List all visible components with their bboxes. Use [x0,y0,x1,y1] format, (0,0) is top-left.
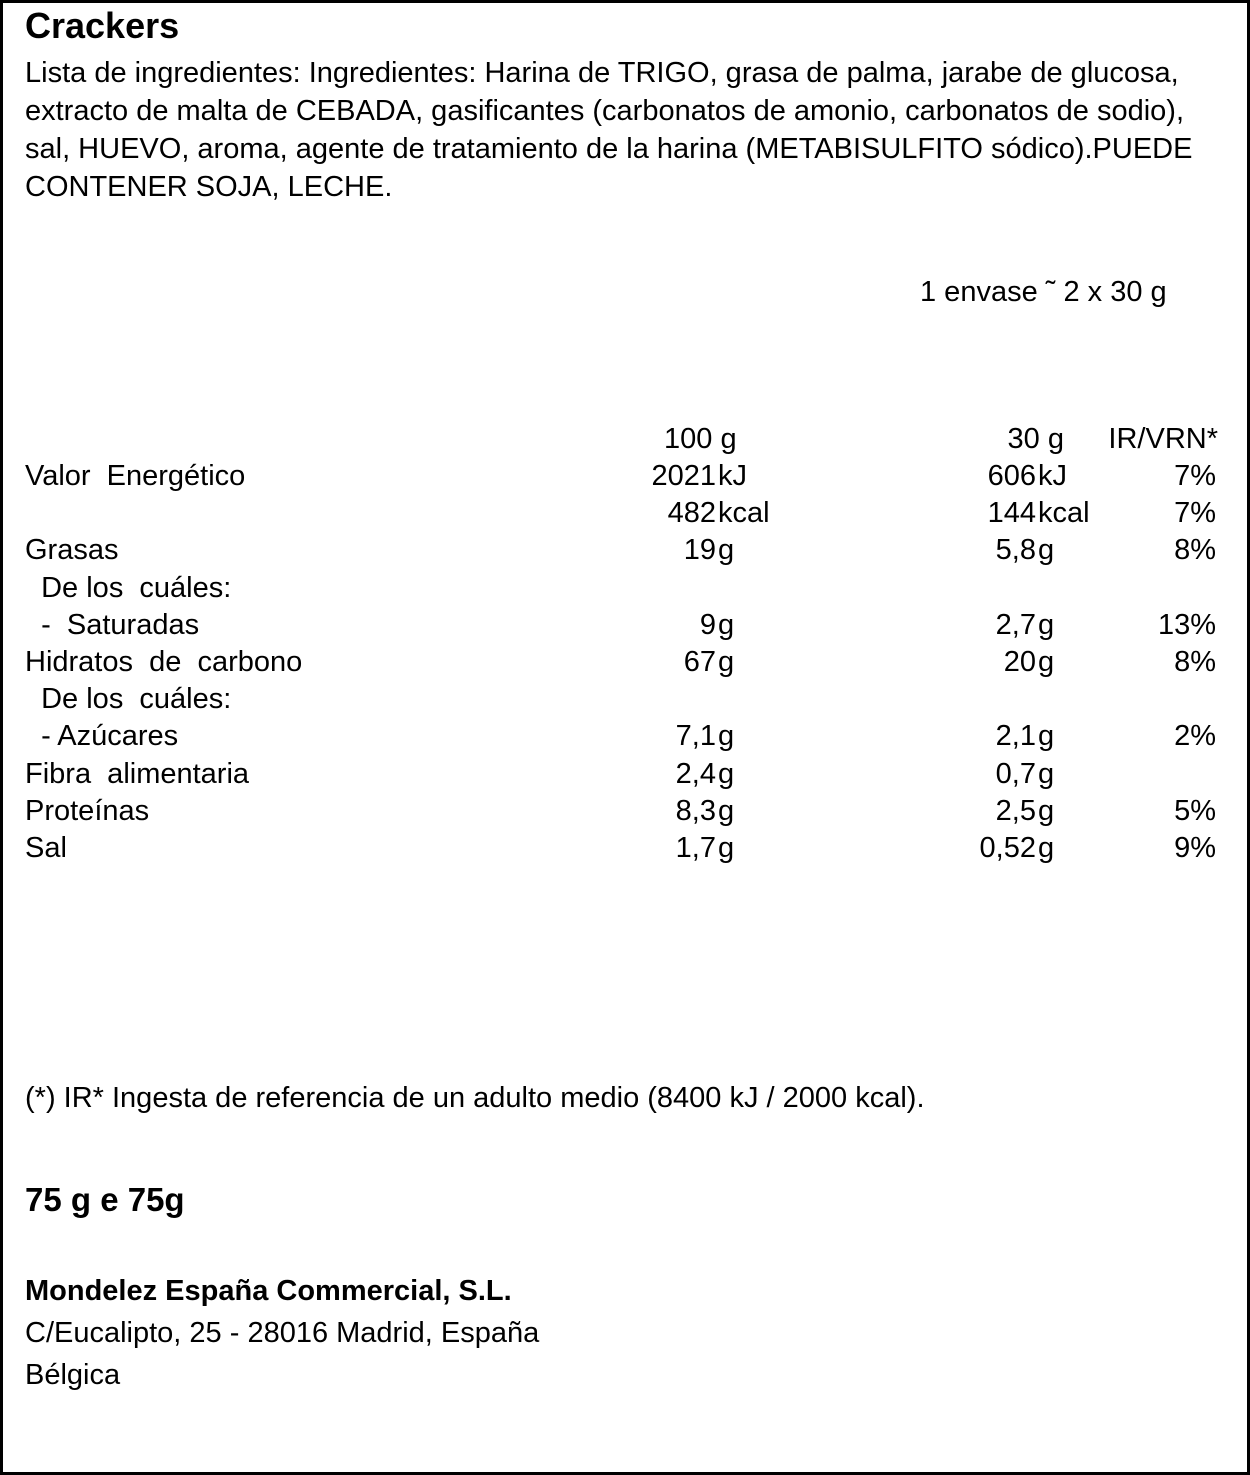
value-per-100g: 8,3 [675,794,716,827]
nutrition-row [0,756,1250,793]
value-per-30g: 5,8 [995,534,1036,567]
ir-percentage: 7% [1174,497,1216,530]
manufacturer-address: C/Eucalipto, 25 - 28016 Madrid, España [25,1317,540,1349]
value-per-30g: 2,5 [995,794,1036,827]
unit-per-30g: g [1038,608,1055,641]
unit-per-100g: g [718,646,735,678]
value-per-100g: 67 [683,646,716,678]
nutrient-label: Fibra alimentaria [25,757,250,790]
value-per-30g: 0,52 [979,832,1036,864]
ir-percentage: 8% [1174,646,1216,678]
value-per-100g: 2,4 [675,757,716,790]
nutrition-row [0,681,1250,718]
nutrient-label: Sal [25,832,67,864]
ir-percentage: 5% [1174,794,1216,827]
value-per-30g: 2,1 [995,720,1036,753]
unit-per-30g: g [1038,720,1055,753]
value-per-100g: 2021 [651,460,716,492]
value-per-30g: 0,7 [995,757,1036,790]
unit-per-30g: g [1038,534,1055,567]
nutrient-label: Grasas [25,534,119,567]
nutrition-row [0,495,1250,532]
value-per-30g: 20 [1003,646,1036,678]
value-per-100g: 1,7 [675,832,716,864]
value-per-100g: 19 [683,534,716,567]
nutrient-label: - Azúcares [25,720,179,753]
ir-percentage: 8% [1174,534,1216,567]
nutrient-label: De los cuáles: [25,683,232,716]
nutrition-row [0,532,1250,569]
nutrition-row [0,570,1250,607]
unit-per-100g: g [718,832,735,864]
nutrient-label: - Saturadas [25,608,200,641]
nutrient-label: Proteínas [25,794,150,827]
nutrient-label: Valor Energético [25,460,246,492]
value-per-30g: 606 [987,460,1036,492]
unit-per-30g: g [1038,832,1055,864]
unit-per-30g: g [1038,794,1055,827]
nutrient-label: De los cuáles: [25,571,232,604]
nutrition-row [0,793,1250,830]
unit-per-100g: g [718,794,735,827]
value-per-100g: 9 [699,608,716,641]
value-per-100g: 482 [667,497,716,530]
unit-per-30g: g [1038,757,1055,790]
ir-percentage: 7% [1174,460,1216,492]
ir-percentage: 13% [1157,608,1216,641]
footnote: (*) IR* Ingesta de referencia de un adulto medio (8400 kJ / 2000 kcal). [25,1082,925,1114]
unit-per-100g: g [718,608,735,641]
value-per-30g: 144 [987,497,1036,530]
net-weight: 75 g e 75g [25,1181,185,1218]
value-per-100g: 7,1 [675,720,716,753]
country-of-origin: Bélgica [25,1359,121,1391]
unit-per-100g: g [718,757,735,790]
ingredients-text: Lista de ingredientes: Ingredientes: Harina de TRIGO, grasa de palma, jarabe de glucosa, extracto de malta de CEBADA, gasificantes (carbonatos de amonio, carbonatos de sodio), sal, HUEVO, aroma, agente de tratamiento de la harina (METABISULFITO sódico).PUEDE CONTENER SOJA, LECHE. [25,57,1193,203]
unit-per-30g: kJ [1038,460,1067,492]
ir-percentage: 9% [1174,832,1216,864]
nutrient-label: Hidratos de carbono [25,646,303,678]
header-ir-vrn: IR/VRN* [1108,423,1218,455]
nutrition-row [0,607,1250,644]
unit-per-100g: kJ [718,460,747,492]
nutrition-row [0,830,1250,867]
header-per-30g: 30 g [1007,423,1064,455]
unit-per-30g: g [1038,646,1055,678]
unit-per-100g: g [718,534,735,567]
nutrition-row [0,644,1250,681]
header-per-100g: 100 g [664,423,737,455]
value-per-30g: 2,7 [995,608,1036,641]
nutrition-row [0,458,1250,495]
nutrition-row [0,718,1250,755]
unit-per-100g: g [718,720,735,753]
unit-per-100g: kcal [718,497,770,530]
manufacturer-name: Mondelez España Commercial, S.L. [25,1275,512,1307]
unit-per-30g: kcal [1038,497,1090,530]
product-title: Crackers [25,5,180,46]
ir-percentage: 2% [1174,720,1216,753]
serving-size: 1 envase ˜ 2 x 30 g [920,276,1167,308]
nutrition-header-row [0,421,1250,458]
